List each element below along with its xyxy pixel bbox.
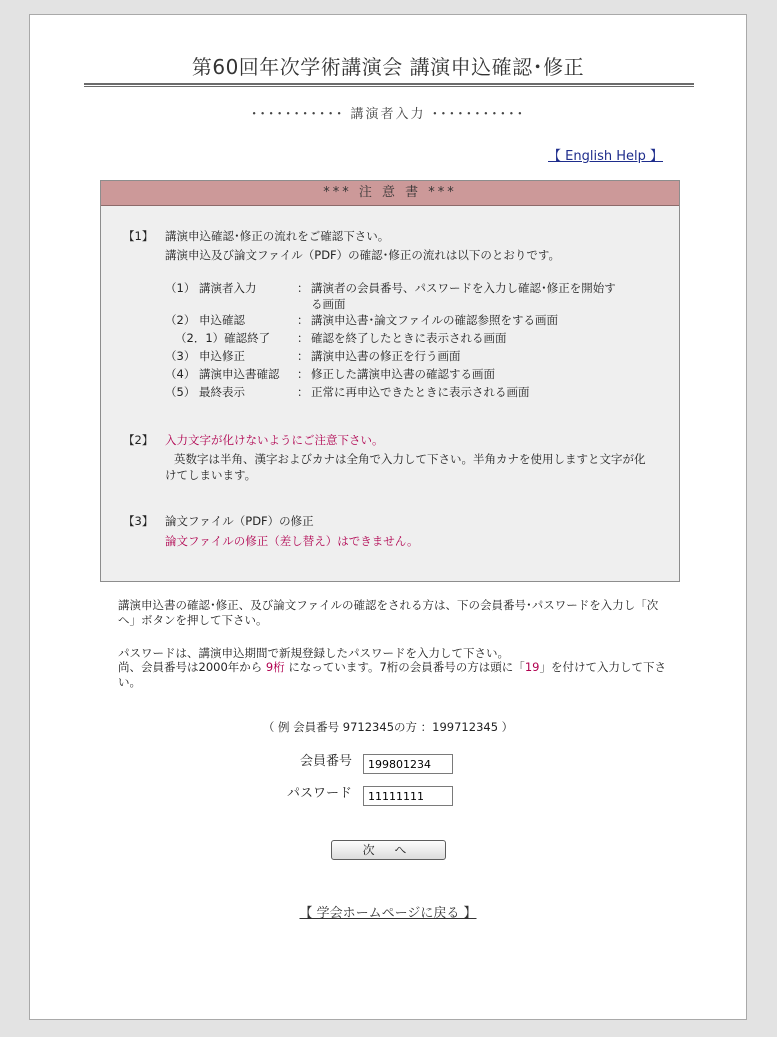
flow-colon: ： — [297, 367, 309, 381]
notice-heading: *** 注 意 書 *** — [101, 181, 679, 206]
flow-row-2-1 — [165, 330, 625, 346]
flow-label: （3） 申込修正 — [165, 349, 245, 363]
flow-desc: 修正した講演申込書の確認する画面 — [311, 367, 495, 381]
flow-row-4 — [165, 366, 625, 382]
notice-item2-body: 英数字は半角、漢字およびカナは全角で入力して下さい。半角カナを使用しますと文字が化けてしまいます。 — [165, 452, 646, 482]
flow-desc: 確認を終了したときに表示される画面 — [311, 331, 507, 345]
flow-row-2 — [165, 312, 625, 328]
flow-label: （5） 最終表示 — [165, 385, 245, 399]
flow-desc: 講演申込書･論文ファイルの確認参照をする画面 — [311, 313, 559, 327]
flow-label: （2） 申込確認 — [165, 313, 245, 327]
next-button[interactable]: 次 へ — [331, 840, 446, 860]
member-number-note — [118, 660, 666, 690]
instruction-text: 講演申込書の確認･修正、及び論文ファイルの確認をされる方は、下の会員番号･パスワードを入力し「次へ」ボタンを押して下さい。 — [118, 598, 659, 627]
flow-row-3 — [165, 348, 625, 364]
password-input[interactable] — [363, 786, 453, 806]
flow-colon: ： — [297, 313, 309, 327]
flow-row-5 — [165, 384, 625, 400]
notice-item1-number: 【1】 — [123, 229, 154, 243]
notice-item1-intro: 講演申込及び論文ファイル（PDF）の確認･修正の流れは以下のとおりです。 — [165, 248, 561, 262]
english-help-link[interactable]: 【 English Help 】 — [548, 149, 663, 164]
notice-box — [100, 180, 680, 582]
flow-row-1 — [165, 280, 625, 312]
flow-desc: 講演申込書の修正を行う画面 — [311, 349, 461, 363]
flow-label: （1） 講演者入力 — [165, 281, 257, 295]
page-title: 第60回年次学術講演会 講演申込確認･修正 — [191, 55, 585, 79]
notice-item3-body: 論文ファイルの修正（差し替え）はできません。 — [165, 534, 419, 548]
note-text: になっています。7桁の会員番号の方は頭に「 — [288, 660, 525, 674]
page-subtitle: ･･･････････ 講演者入力 ･･･････････ — [250, 107, 526, 122]
notice-item1-title: 講演申込確認･修正の流れをご確認下さい。 — [165, 229, 390, 243]
flow-colon: ： — [297, 349, 309, 363]
note-text: 尚、会員番号は2000年から — [118, 660, 263, 674]
password-note: パスワードは、講演申込期間で新規登録したパスワードを入力して下さい。 — [118, 646, 509, 660]
notice-item3-number: 【3】 — [123, 514, 154, 528]
flow-colon: ： — [297, 385, 309, 399]
note-highlight-9digits: 9桁 — [265, 660, 285, 674]
password-label: パスワード — [286, 786, 352, 801]
flow-label: （2．1）確認終了 — [175, 331, 271, 345]
notice-item2-number: 【2】 — [123, 433, 154, 447]
flow-label: （4） 講演申込書確認 — [165, 367, 280, 381]
page-container — [29, 14, 747, 1020]
society-home-link[interactable]: 【 学会ホームページに戻る 】 — [299, 906, 477, 921]
note-highlight-19: 19 — [524, 660, 540, 674]
note-text: 」を付けて入力して下さい。 — [118, 660, 666, 689]
flow-desc: 正常に再申込できたときに表示される画面 — [311, 385, 530, 399]
example-text: （ 例 会員番号 9712345の方 ：199712345 ） — [262, 720, 514, 734]
notice-item2-title: 入力文字が化けないようにご注意下さい。 — [165, 433, 384, 447]
title-divider — [84, 83, 694, 87]
flow-colon: ： — [297, 331, 309, 345]
flow-desc: 講演者の会員番号、パスワードを入力し確認･修正を開始する画面 — [311, 281, 616, 311]
flow-colon: ： — [297, 281, 309, 295]
member-number-label: 会員番号 — [299, 754, 352, 769]
notice-item3-title: 論文ファイル（PDF）の修正 — [165, 514, 314, 528]
member-number-input[interactable] — [363, 754, 453, 774]
